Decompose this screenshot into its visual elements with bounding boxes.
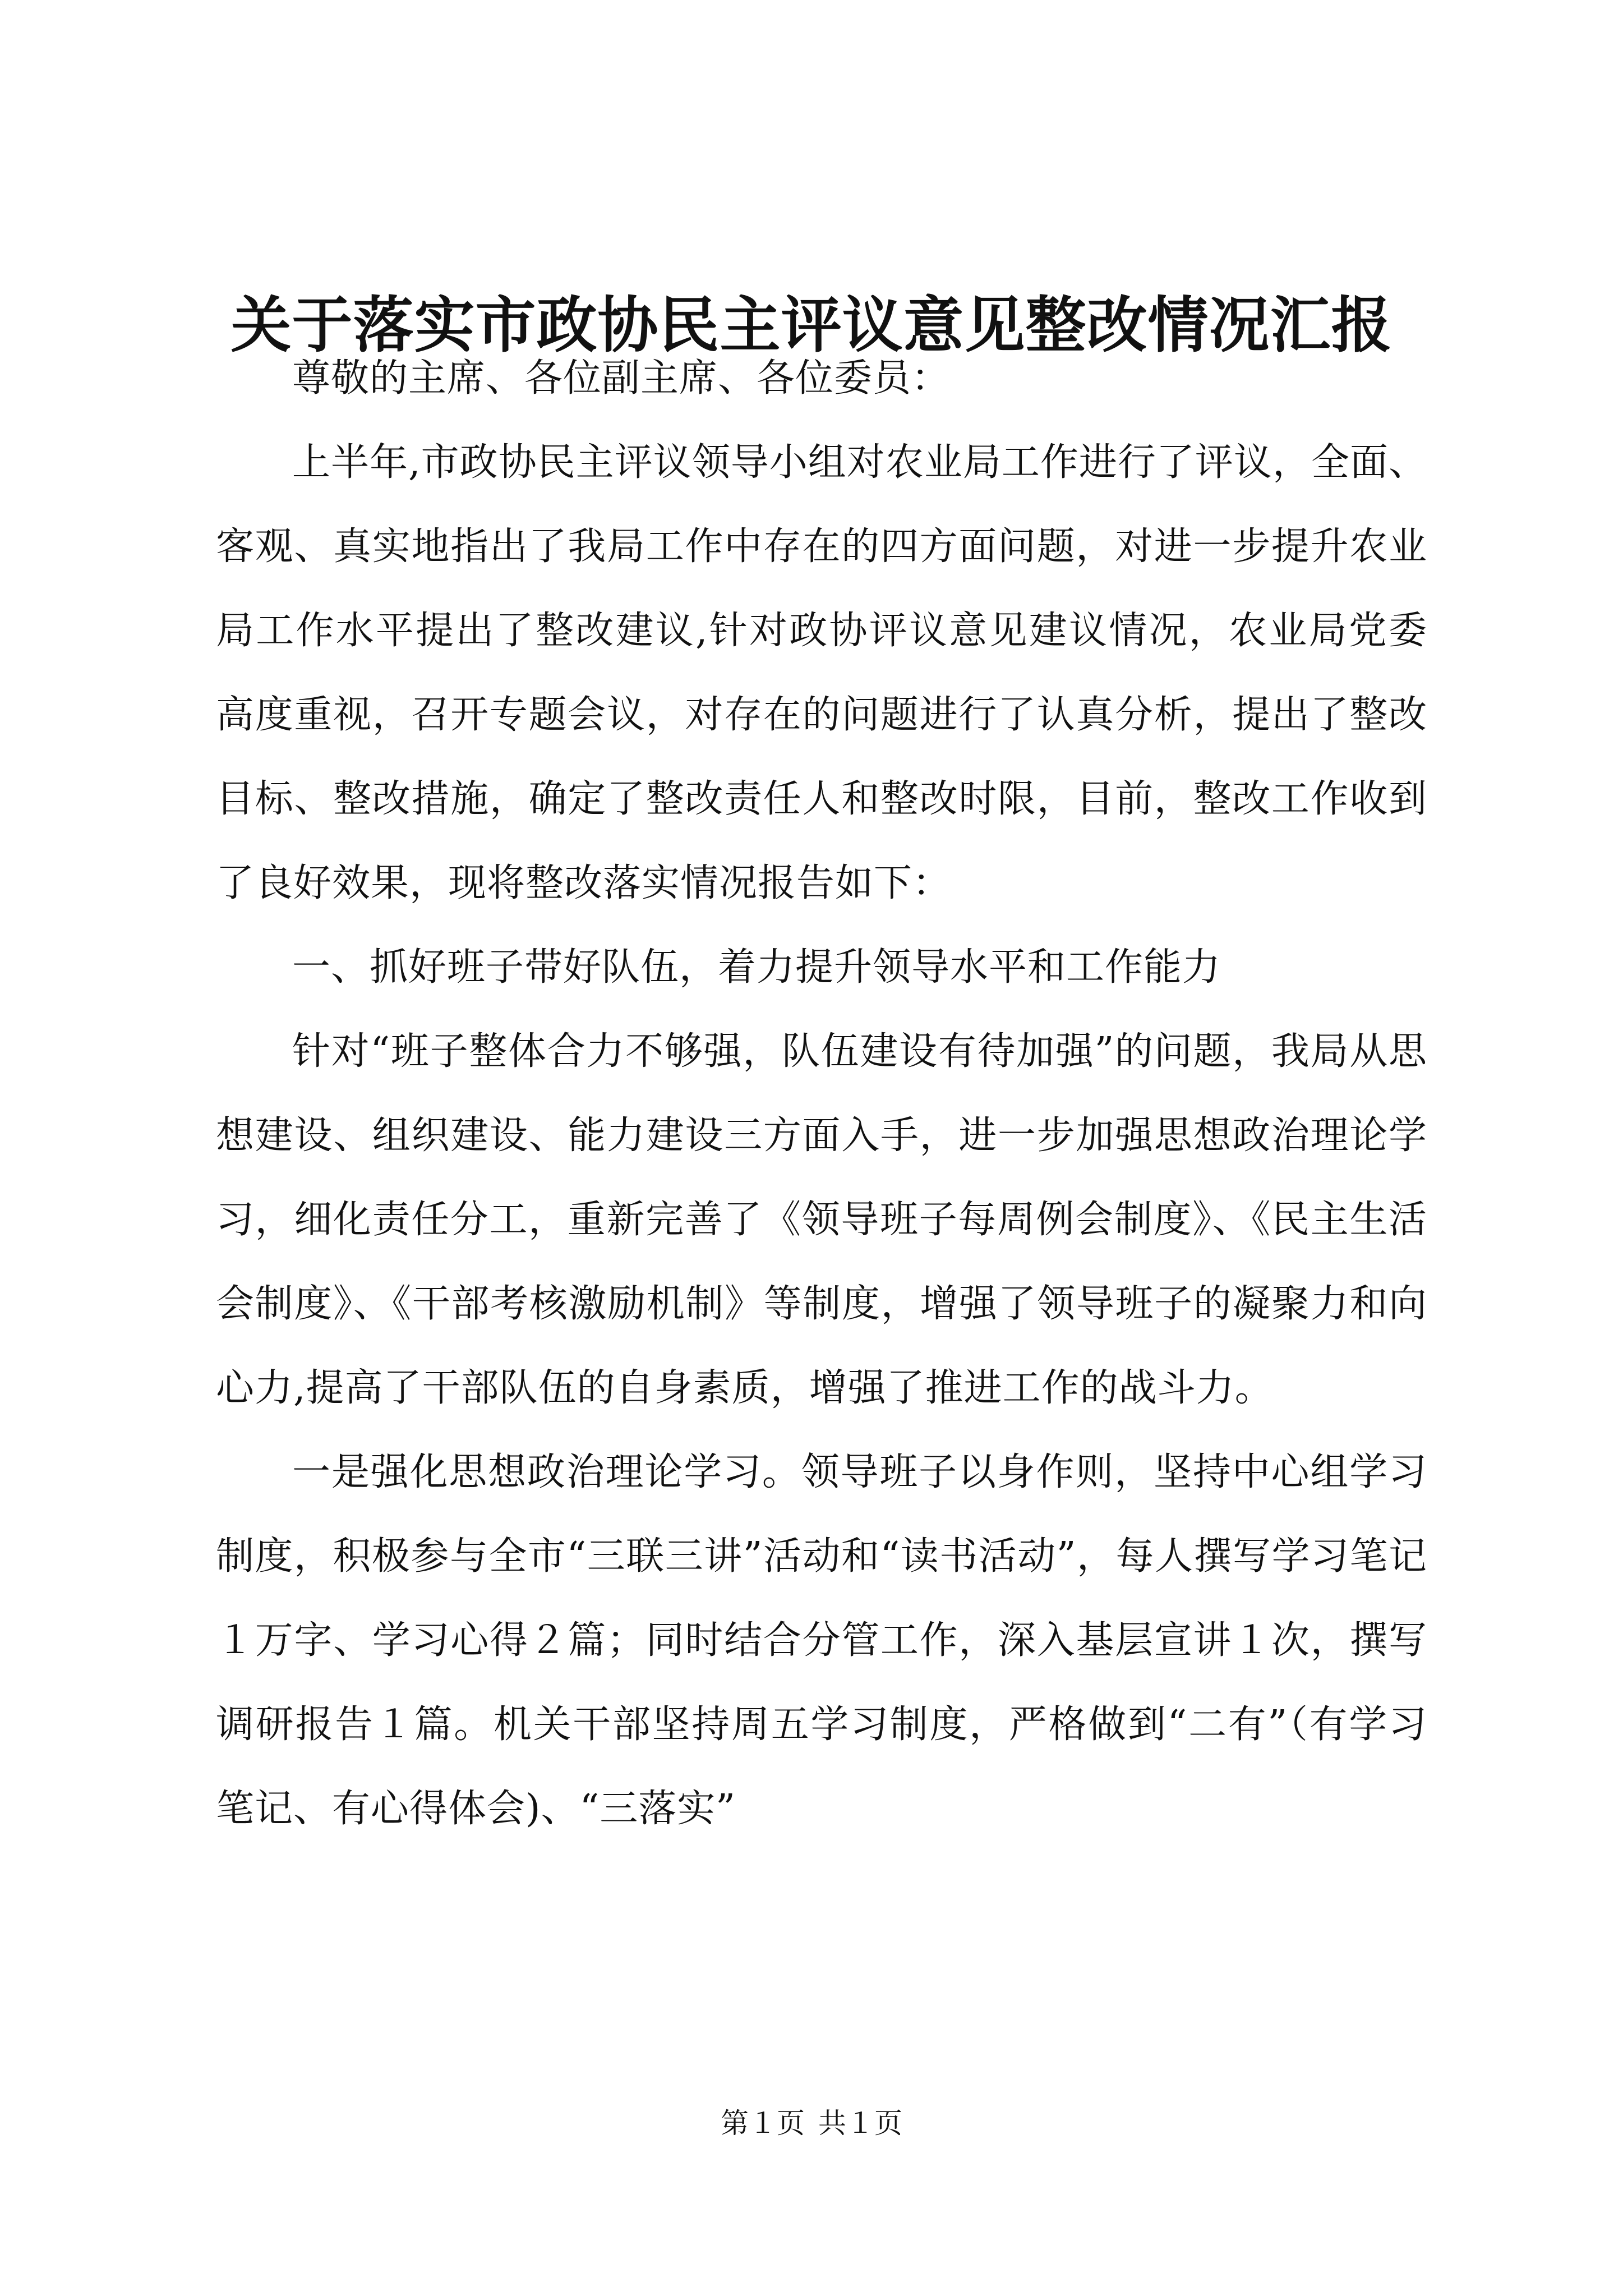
section-heading-1: 一、抓好班子带好队伍，着力提升领导水平和工作能力 <box>292 945 1221 990</box>
paragraph-intro: 上半年,市政协民主评议领导小组对农业局工作进行了评议，全面、客观、真实地指出了我局工作中存在的四方面问题，对进一步提升农业局工作水平提出了整改建议,针对政协评议意见建议情况，农业局党委高度重视，召开专题会议，对存在的问题进行了认真分析，提出了整改目标、整改措施，确定了整改责任人和整改时限，目前，整改工作收到了良好效果，现将整改落实情况报告如下： <box>216 440 1427 905</box>
page-total: 共１页 <box>818 2107 902 2139</box>
salutation: 尊敬的主席、各位副主席、各位委员： <box>292 356 951 401</box>
page-footer <box>0 2106 1623 2140</box>
document-body <box>216 337 1427 1851</box>
paragraph-team-building: 针对“班子整体合力不够强，队伍建设有待加强”的问题，我局从思想建设、组织建设、能力建设三方面入手，进一步加强思想政治理论学习，细化责任分工，重新完善了《领导班子每周例会制度》、《民主生活会制度》、《干部考核激励机制》等制度，增强了领导班子的凝聚力和向心力,提高了干部队伍的自身素质，增强了推进工作的战斗力。 <box>216 1029 1427 1410</box>
paragraph-political-study: 一是强化思想政治理论学习。领导班子以身作则，坚持中心组学习制度，积极参与全市“三联三讲”活动和“读书活动”，每人撰写学习笔记１万字、学习心得２篇；同时结合分管工作，深入基层宣讲１次，撰写调研报告１篇。机关干部坚持周五学习制度，严格做到“二有”（有学习笔记、有心得体会)、“三落实” <box>216 1450 1427 1831</box>
page-number: 第１页 <box>721 2107 805 2139</box>
document-title: 关于落实市政协民主评议意见整改情况汇报 <box>230 290 1393 361</box>
